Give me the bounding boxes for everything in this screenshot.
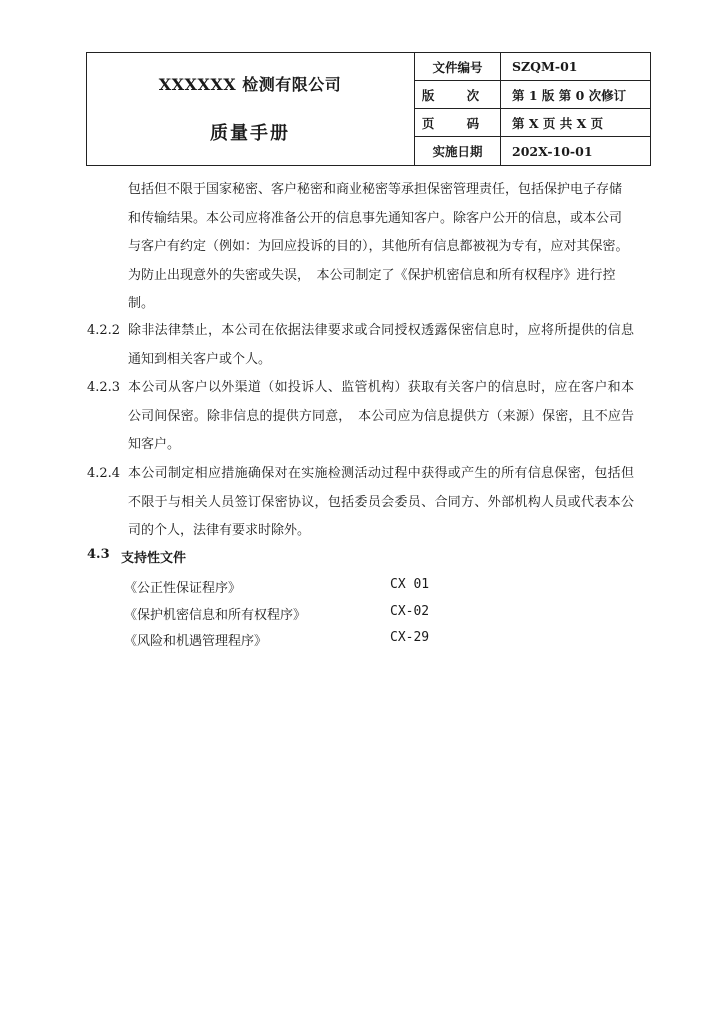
section-title: 支持性文件 <box>121 551 187 566</box>
clause-text: 本公司制定相应措施确保对在实施检测活动过程中获得或产生的所有信息保密，包括但不限于与相关人员签订保密协议，包括委员会委员、合同方、外部机构人员或代表本公司的个人，法律有要求时除外。 <box>128 466 634 539</box>
header-row-doc-number <box>415 53 650 81</box>
supporting-document-name: 《公正性保证程序》 <box>124 581 242 596</box>
header-label: 实施日期 <box>415 137 501 165</box>
supporting-document-name: 《保护机密信息和所有权程序》 <box>124 608 307 623</box>
header-value: 第 X 页 共 X 页 <box>512 115 604 131</box>
manual-title: 质量手册 <box>210 123 290 144</box>
header-label: 页 码 <box>415 109 501 136</box>
header-row-edition <box>415 81 650 109</box>
supporting-document-code: CX-02 <box>390 604 430 619</box>
header-table <box>86 52 651 166</box>
company-name: XXXXXX 检测有限公司 <box>158 75 342 94</box>
clause-number: 4.2.4 <box>87 466 121 481</box>
header-value: SZQM-01 <box>512 59 578 74</box>
supporting-document-name: 《风险和机遇管理程序》 <box>124 634 268 649</box>
header-left-cell <box>87 53 415 165</box>
section-heading <box>87 547 187 566</box>
continuation-paragraph: 包括但不限于国家秘密、客户秘密和商业秘密等承担保密管理责任，包括保护电子存储和传输结果。本公司应将准备公开的信息事先通知客户。除客户公开的信息，或本公司与客户有约定（例如：为回应投诉的目的），其他所有信息都被视为专有，应对其保密。为防止出现意外的失密或失误， 本公司制定了《保护机密信息和所有权程序》进行控制。 <box>128 182 629 312</box>
clause-text: 本公司从客户以外渠道（如投诉人、监管机构）获取有关客户的信息时，应在客户和本公司间保密。除非信息的提供方同意， 本公司应为信息提供方（来源）保密，且不应告知客户。 <box>128 380 634 453</box>
supporting-document-code: CX-29 <box>390 630 430 645</box>
supporting-document-code: CX 01 <box>390 577 430 592</box>
header-label: 版 次 <box>415 81 501 108</box>
header-label: 文件编号 <box>415 53 501 80</box>
clause-text: 除非法律禁止，本公司在依据法律要求或合同授权透露保密信息时，应将所提供的信息通知到相关客户或个人。 <box>128 323 634 367</box>
header-value: 202X-10-01 <box>512 143 593 159</box>
header-value: 第 1 版 第 0 次修订 <box>512 87 627 103</box>
clause-number: 4.2.3 <box>87 380 121 395</box>
clause-number: 4.2.2 <box>87 323 121 338</box>
header-row-effective-date <box>415 137 650 165</box>
header-row-page <box>415 109 650 137</box>
section-number: 4.3 <box>87 547 110 562</box>
